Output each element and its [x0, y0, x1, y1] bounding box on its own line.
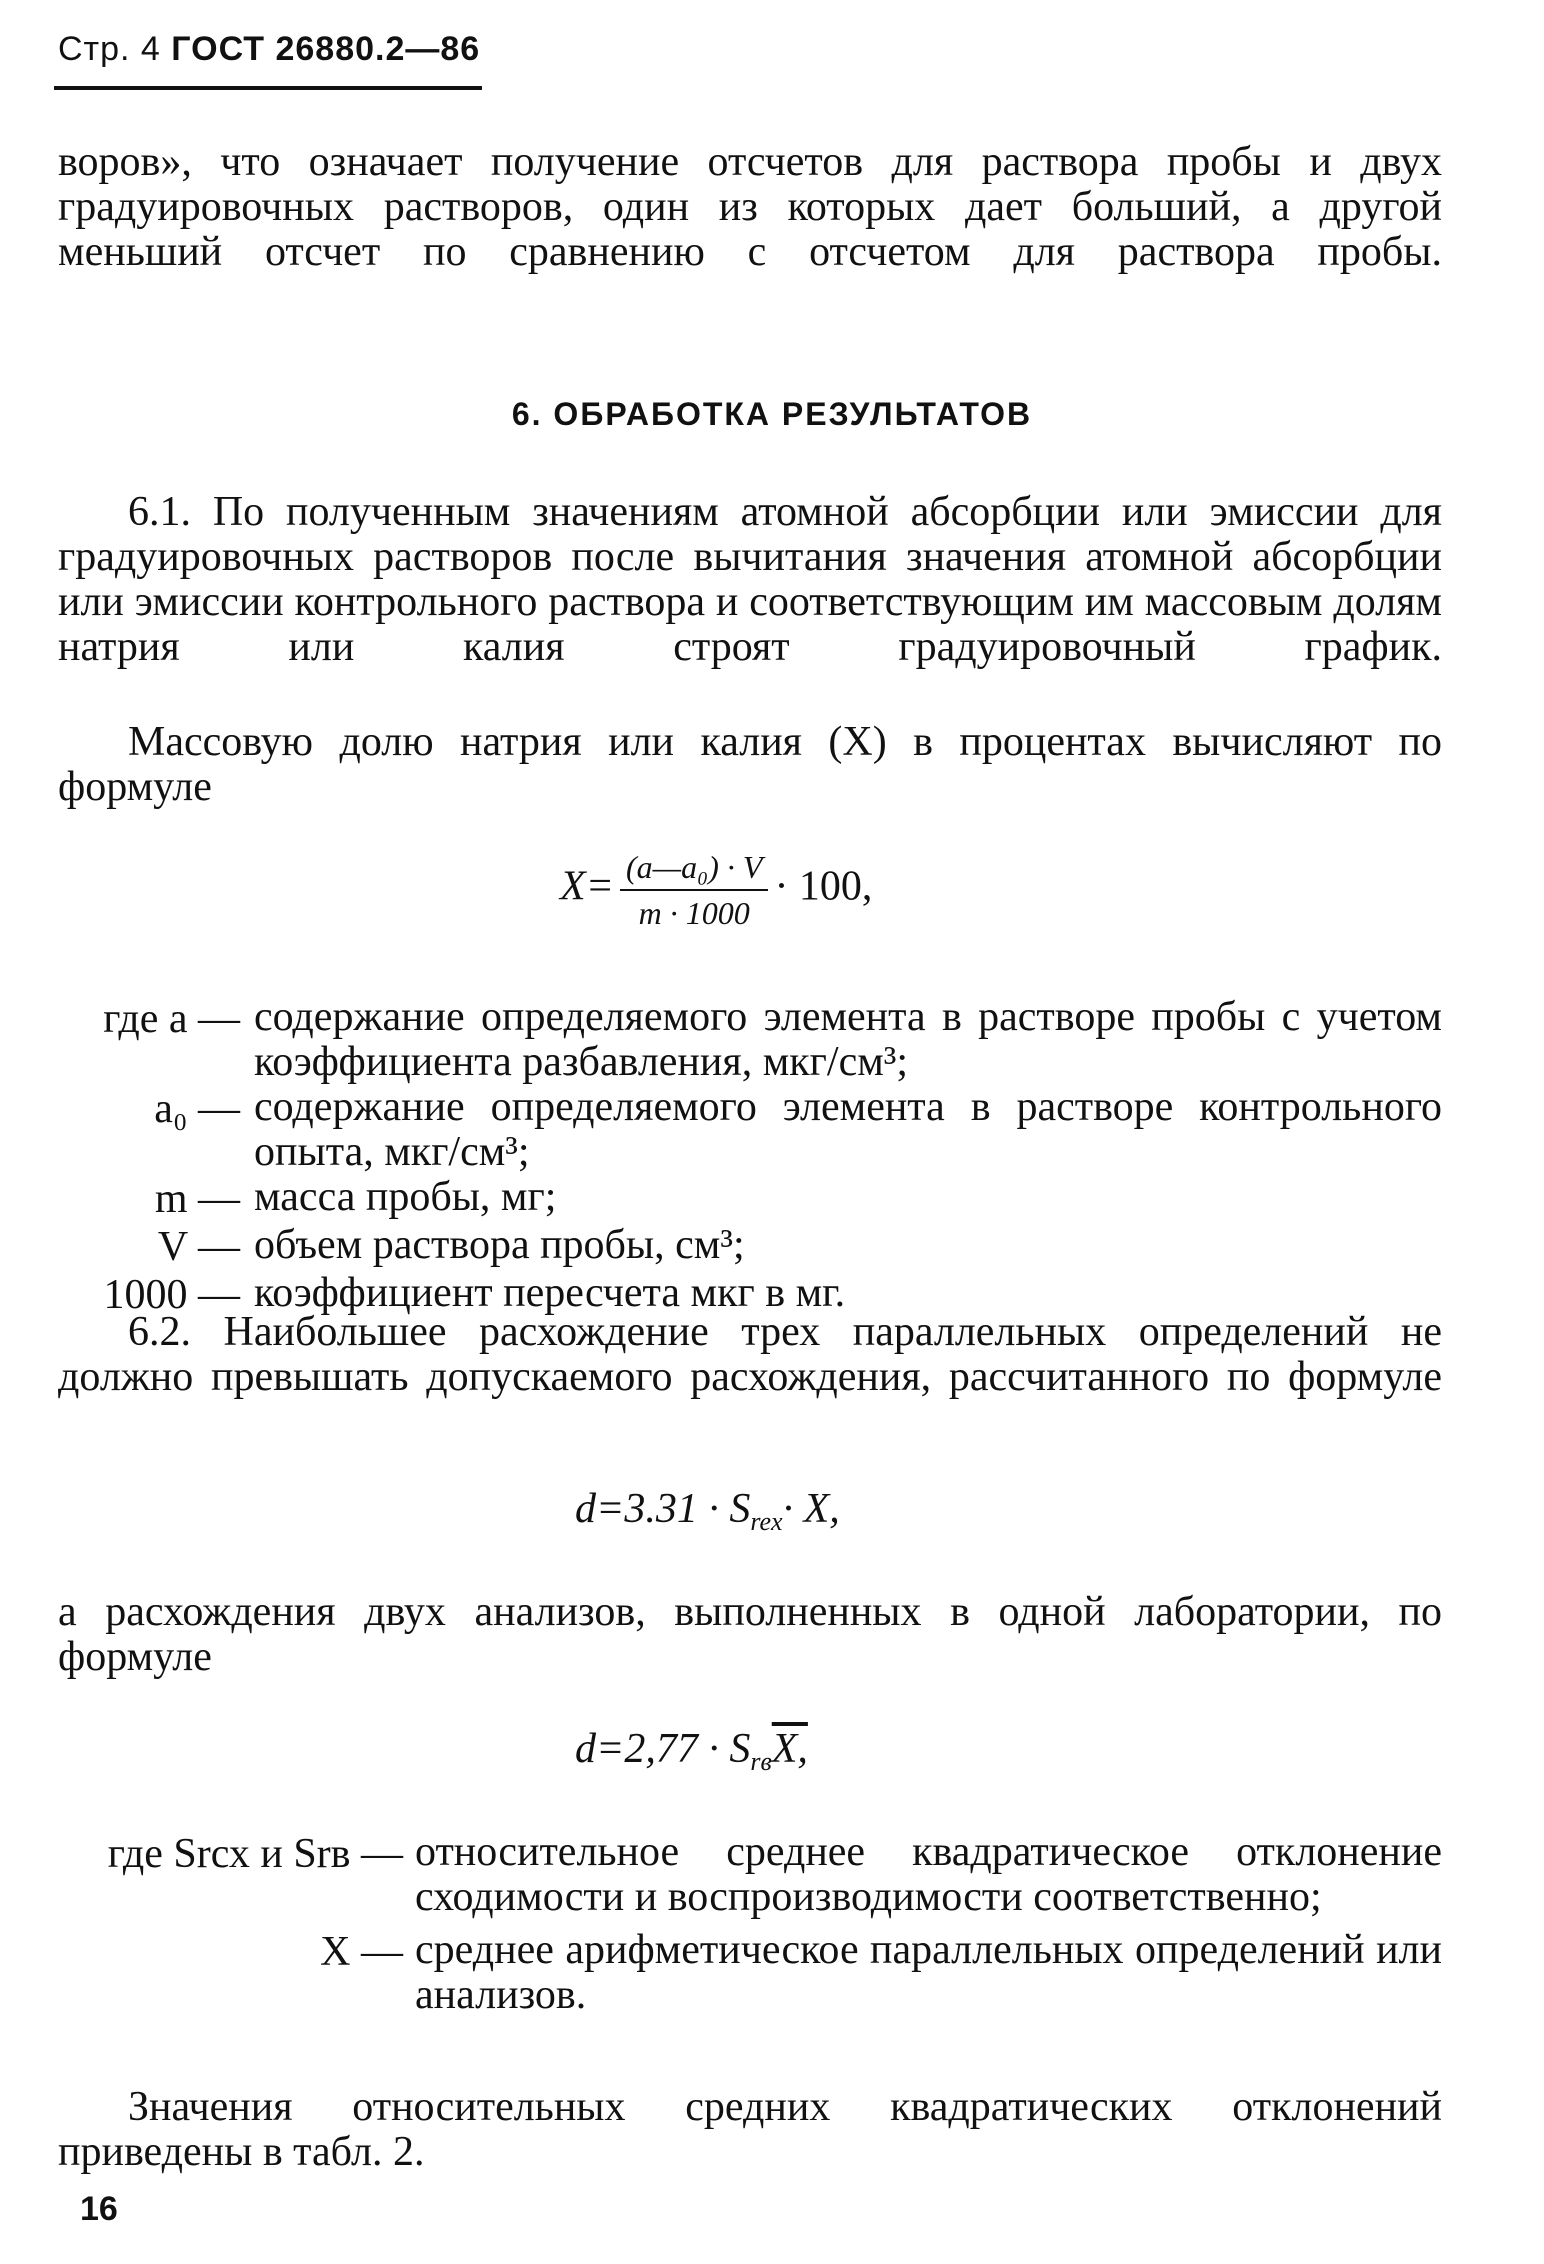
variable-description: содержание определяемого элемента в растворе пробы с учетом коэффициента разбавления, мкг/см³;	[254, 994, 1442, 1085]
variables-list-2	[58, 1830, 1442, 2018]
formula-x-numerator: (a—a₀) · V	[620, 845, 768, 891]
section-title: 6. ОБРАБОТКА РЕЗУЛЬТАТОВ	[511, 396, 1033, 432]
variable-symbol: X —	[320, 1929, 403, 1975]
paragraph-6-2: 6.2. Наибольшее расхождение трех параллельных определений не должно превышать допускаемого расхождения, рассчитанного по формуле	[58, 1309, 1442, 1400]
variable-description: содержание определяемого элемента в растворе контрольного опыта, мкг/см³;	[254, 1084, 1442, 1175]
formula-d2-rhs: X,	[771, 1726, 808, 1772]
formula-d2-lhs: d=2,77 · S	[575, 1726, 751, 1772]
paragraph-6-2-b: а расхождения двух анализов, выполненных в одной лаборатории, по формуле	[58, 1589, 1442, 1680]
variable-description: объем раствора пробы, см³;	[254, 1222, 745, 1268]
variable-row	[58, 1928, 1442, 2018]
formula-d2-subscript: rв	[750, 1747, 772, 1776]
variable-row	[58, 1830, 1442, 1920]
variable-symbol: a₀ —	[154, 1086, 240, 1132]
intro-paragraph: воров», что означает получение отсчетов для раствора пробы и двух градуировочных растворов, один из которых дает больший, а другой меньший отсчет по сравнению с отсчетом для раствора пробы.	[58, 139, 1442, 275]
formula-x-rhs: · 100,	[774, 863, 873, 910]
variable-row	[40, 1175, 1442, 1223]
formula-d1-subscript: rex	[750, 1507, 783, 1536]
formula-d1-lhs: d=3.31 · S	[575, 1486, 751, 1532]
formula-x-lhs: X=	[560, 863, 614, 910]
variable-description: относительное среднее квадратическое отклонение сходимости и воспроизводимости соответственно;	[415, 1829, 1442, 1920]
variables-list-1	[40, 995, 1442, 1319]
standard-number: ГОСТ 26880.2—86	[171, 30, 481, 68]
formula-d1-rhs: · X,	[782, 1486, 840, 1532]
variable-symbol: V —	[157, 1224, 240, 1270]
header-rule	[54, 86, 482, 90]
page-header	[58, 30, 480, 69]
variable-row	[40, 995, 1442, 1085]
variable-description: масса пробы, мг;	[254, 1174, 557, 1220]
variable-description: коэффициент пересчета мкг в мг.	[254, 1270, 846, 1316]
page-number: 16	[80, 2190, 118, 2228]
formula-x	[560, 845, 872, 935]
formula-x-fraction	[620, 845, 768, 935]
formula-d2	[575, 1725, 808, 1777]
closing-paragraph: Значения относительных средних квадратических отклонений приведены в табл. 2.	[58, 2084, 1442, 2175]
variable-description: среднее арифметическое параллельных определений или анализов.	[415, 1927, 1442, 2018]
variable-symbol: где Srсх и Srв —	[107, 1831, 403, 1877]
formula-d1	[575, 1485, 840, 1537]
variable-row	[40, 1223, 1442, 1271]
page-label: Стр. 4	[58, 30, 161, 68]
variable-symbol: 1000 —	[103, 1272, 240, 1318]
formula-x-denominator: m · 1000	[638, 895, 750, 931]
variable-symbol: где a —	[103, 996, 240, 1042]
variable-row	[40, 1085, 1442, 1175]
paragraph-6-1: 6.1. По полученным значениям атомной абсорбции или эмиссии для градуировочных растворов после вычитания значения атомной абсорбции или эмиссии контрольного раствора и соответствующим им массовым долям натрия или калия строят градуировочный график.	[58, 489, 1442, 670]
formula-intro: Массовую долю натрия или калия (X) в процентах вычисляют по формуле	[58, 719, 1442, 810]
variable-symbol: m —	[154, 1176, 240, 1222]
